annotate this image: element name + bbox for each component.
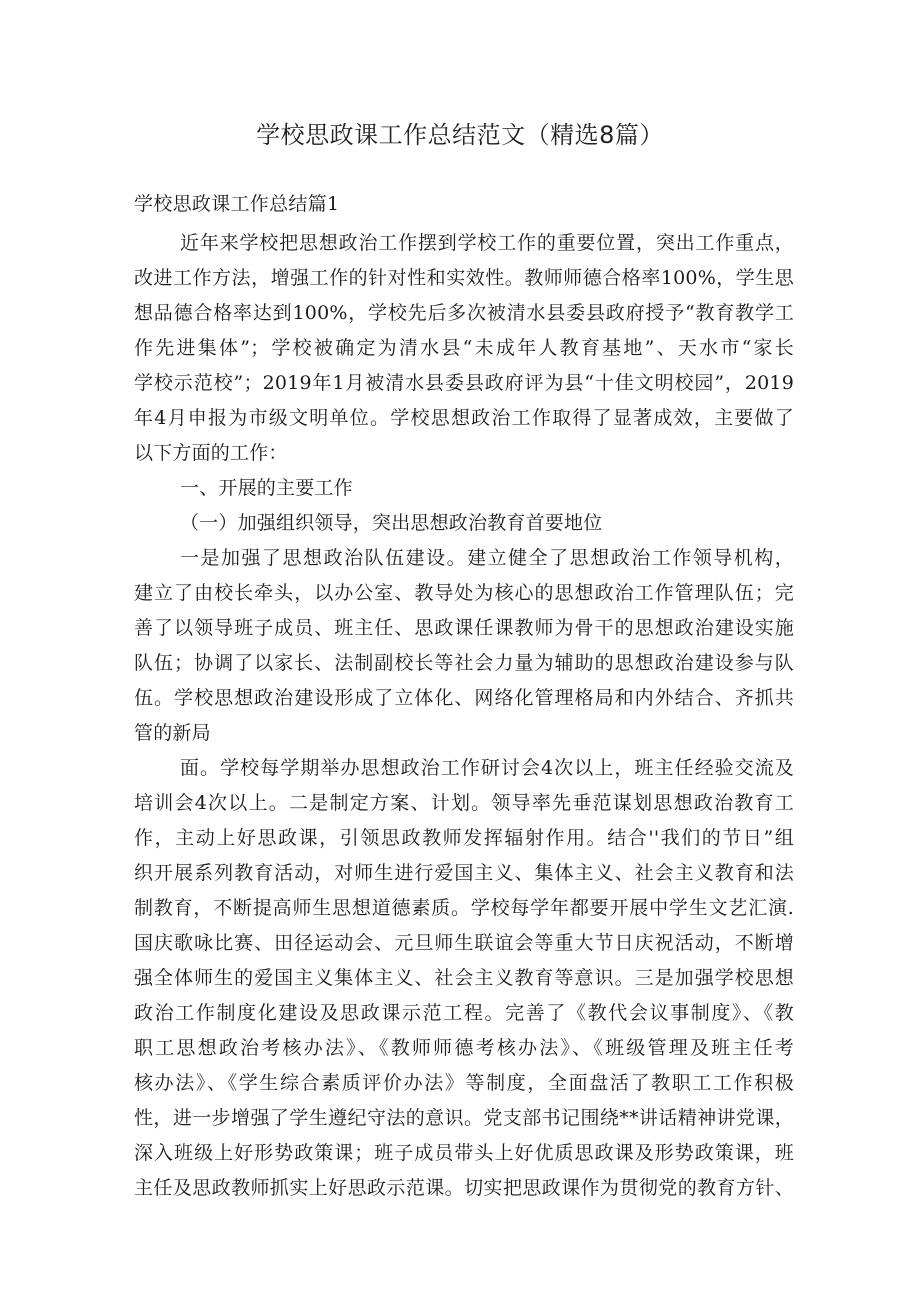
paragraph-line: 作先进集体”；学校被确定为清水县“未成年人教育基地”、天水市“家长: [134, 337, 794, 359]
paragraph-line: 国庆歌咏比赛、田径运动会、元旦师生联谊会等重大节日庆祝活动，不断增: [134, 932, 794, 954]
paragraph-line: 队伍；协调了以家长、法制副校长等社会力量为辅助的思想政治建设参与队: [134, 652, 794, 674]
paragraph-line: 强全体师生的爱国主义集体主义、社会主义教育等意识。三是加强学校思想: [134, 967, 794, 989]
paragraph-line: 职工思想政治考核办法》、《教师师德考核办法》、《班级管理及班主任考: [134, 1037, 794, 1059]
paragraph-line: 近年来学校把思想政治工作摆到学校工作的重要位置，突出工作重点，: [180, 232, 794, 254]
paragraph-line: 核办法》、《学生综合素质评价办法》等制度，全面盘活了教职工工作积极: [134, 1072, 794, 1094]
paragraph-line: 管的新局: [134, 722, 211, 744]
paragraph-line: 一是加强了思想政治队伍建设。建立健全了思想政治工作领导机构，: [180, 547, 794, 569]
paragraph-line: 主任及思政教师抓实上好思政示范课。切实把思政课作为贯彻党的教育方针、: [134, 1177, 794, 1199]
paragraph-line: 学校示范校”；2019年1月被清水县委县政府评为县“十佳文明校园”，2019: [134, 372, 794, 394]
paragraph-line: 建立了由校长牵头，以办公室、教导处为核心的思想政治工作管理队伍；完: [134, 582, 794, 604]
heading-level-2: （一）加强组织领导，突出思想政治教育首要地位: [180, 512, 603, 534]
paragraph-line: 以下方面的工作：: [134, 442, 288, 464]
heading-level-1: 一、开展的主要工作: [180, 477, 353, 499]
paragraph-line: 作，主动上好思政课，引领思政教师发挥辐射作用。结合''我们的节日”组: [134, 827, 794, 849]
paragraph-line: 伍。学校思想政治建设形成了立体化、网络化管理格局和内外结合、齐抓共: [134, 687, 794, 709]
section-heading: 学校思政课工作总结篇1: [134, 193, 340, 215]
paragraph-line: 善了以领导班子成员、班主任、思政课任课教师为骨干的思想政治建设实施: [134, 617, 794, 639]
paragraph-line: 政治工作制度化建设及思政课示范工程。完善了《教代会议事制度》、《教: [134, 1002, 794, 1024]
paragraph-line: 制教育，不断提高师生思想道德素质。学校每学年都要开展中学生文艺汇演.: [134, 897, 794, 919]
paragraph-line: 性，进一步增强了学生遵纪守法的意识。党支部书记围绕**讲话精神讲党课，: [134, 1107, 794, 1129]
paragraph-line: 织开展系列教育活动，对师生进行爱国主义、集体主义、社会主义教育和法: [134, 862, 794, 884]
paragraph-line: 培训会4次以上。二是制定方案、计划。领导率先垂范谋划思想政治教育工: [134, 792, 794, 814]
paragraph-line: 改进工作方法，增强工作的针对性和实效性。教师师德合格率100%，学生思: [134, 267, 794, 289]
paragraph-line: 年4月申报为市级文明单位。学校思想政治工作取得了显著成效，主要做了: [134, 407, 794, 429]
paragraph-line: 深入班级上好形势政策课；班子成员带头上好优质思政课及形势政策课，班: [134, 1142, 794, 1164]
document-title: 学校思政课工作总结范文（精选8篇）: [256, 121, 664, 149]
paragraph-line: 面。学校每学期举办思想政治工作研讨会4次以上，班主任经验交流及: [180, 757, 794, 779]
paragraph-line: 想品德合格率达到100%，学校先后多次被清水县委县政府授予“教育教学工: [134, 302, 794, 324]
